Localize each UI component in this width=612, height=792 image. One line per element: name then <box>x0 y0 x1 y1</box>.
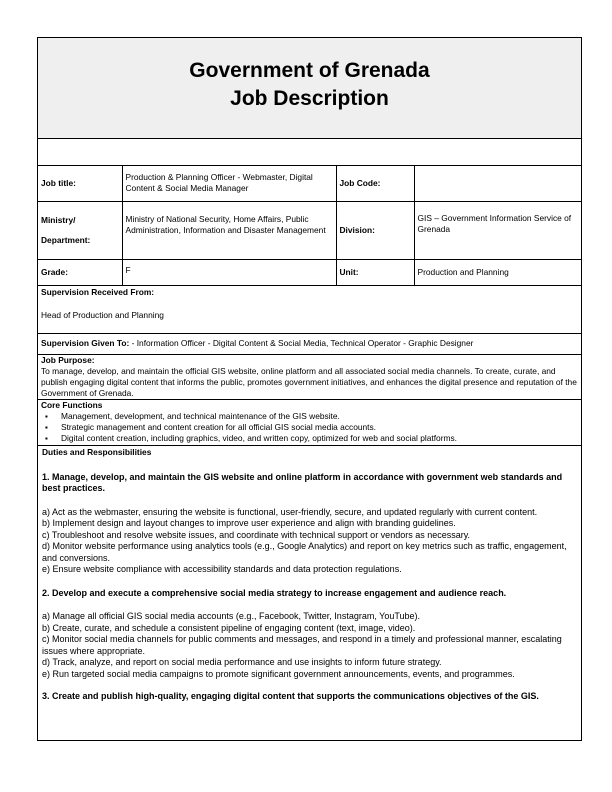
grade-label: Grade: <box>38 259 122 285</box>
duty-item: b) Implement design and layout changes to improve user experience and align with branding guidelines. <box>42 518 456 528</box>
job-title-label: Job title: <box>38 166 122 201</box>
duties-label: Duties and Responsibilities <box>42 446 152 457</box>
ministry-row <box>38 201 581 259</box>
duty-items-1 <box>42 507 577 576</box>
grade-value: F <box>122 259 336 285</box>
job-purpose-label: Job Purpose: <box>41 354 95 365</box>
duties-section <box>38 447 581 703</box>
duty-items-2 <box>42 611 577 680</box>
unit-label: Unit: <box>336 259 414 285</box>
duty-item: d) Track, analyze, and report on social media performance and use insights to inform future strategy. <box>42 657 442 667</box>
header-government-title: Government of Grenada <box>189 59 430 82</box>
grade-row <box>38 259 581 285</box>
duty-item: c) Troubleshoot and resolve website issues, and coordinate with technical support or vendors as necessary. <box>42 529 471 540</box>
core-functions-section <box>38 400 581 446</box>
supervision-received-value: Head of Production and Planning <box>41 309 164 320</box>
supervision-given-value: - Information Officer - Digital Content & Social Media, Technical Operator - Graphic Designer <box>129 338 474 348</box>
supervision-given-section <box>38 334 581 355</box>
core-function-item: ▪ Management, development, and technical maintenance of the GIS website. <box>61 411 578 422</box>
header-spacer-row <box>38 139 581 166</box>
job-title-value: Production & Planning Officer - Webmaster, Digital Content & Social Media Manager <box>122 166 336 201</box>
duty-item: b) Create, curate, and schedule a consistent pipeline of engaging content (text, image, video). <box>42 622 416 633</box>
duty-item: a) Act as the webmaster, ensuring the website is functional, user-friendly, secure, and updated regularly with current content. <box>42 506 538 517</box>
duty-item: e) Run targeted social media campaigns to promote significant government announcements, events, and programmes. <box>42 668 515 679</box>
division-value: GIS – Government Information Service of Grenada <box>414 201 581 259</box>
job-code-label: Job Code: <box>336 166 414 201</box>
job-code-value <box>414 166 581 201</box>
ministry-label: Ministry/ Department: <box>38 201 122 259</box>
supervision-received-section <box>38 286 581 334</box>
duty-item: d) Monitor website performance using analytics tools (e.g., Google Analytics) and report on key metrics such as traffic, engagement, and conversions. <box>42 541 567 563</box>
job-purpose-section <box>38 355 581 400</box>
core-function-item: ▪ Digital content creation, including graphics, video, and written copy, optimized for web and social platforms. <box>61 433 578 444</box>
core-function-item: ▪ Strategic management and content creation for all official GIS social media accounts. <box>61 422 578 433</box>
duty-item: c) Monitor social media channels for public comments and messages, and respond in a timely and professional manner, escalating issues where appropriate. <box>42 634 562 656</box>
core-functions-label: Core Functions <box>41 399 103 410</box>
division-label: Division: <box>336 201 414 259</box>
core-functions-list <box>41 411 578 444</box>
supervision-received-label: Supervision Received From: <box>41 286 155 297</box>
supervision-given-label: Supervision Given To: <box>41 338 130 348</box>
job-purpose-text: To manage, develop, and maintain the official GIS website, online platform and all associated social media channels. To create, curate, and publish engaging digital content that informs the public, promotes government initiatives, and enhances the digital presence and reputation of the Government of Grenada. <box>41 365 577 398</box>
ministry-value: Ministry of National Security, Home Affairs, Public Administration, Information and Disaster Management <box>122 201 336 259</box>
job-description-document <box>37 37 582 741</box>
unit-value: Production and Planning <box>414 259 581 285</box>
header-document-title: Job Description <box>230 87 389 110</box>
duty-item: a) Manage all official GIS social media accounts (e.g., Facebook, Twitter, Instagram, YouTube). <box>42 611 421 621</box>
duty-item: e) Ensure website compliance with accessibility standards and data protection regulations. <box>42 564 402 574</box>
duty-heading-3: 3. Create and publish high-quality, engaging digital content that supports the communications objectives of the GIS. <box>42 691 539 701</box>
job-title-row <box>38 166 581 201</box>
document-header <box>38 38 581 139</box>
job-info-table <box>38 166 581 286</box>
duty-heading-1: 1. Manage, develop, and maintain the GIS website and online platform in accordance with government web standards and best practices. <box>42 471 563 493</box>
duty-heading-2: 2. Develop and execute a comprehensive social media strategy to increase engagement and audience reach. <box>42 587 507 598</box>
